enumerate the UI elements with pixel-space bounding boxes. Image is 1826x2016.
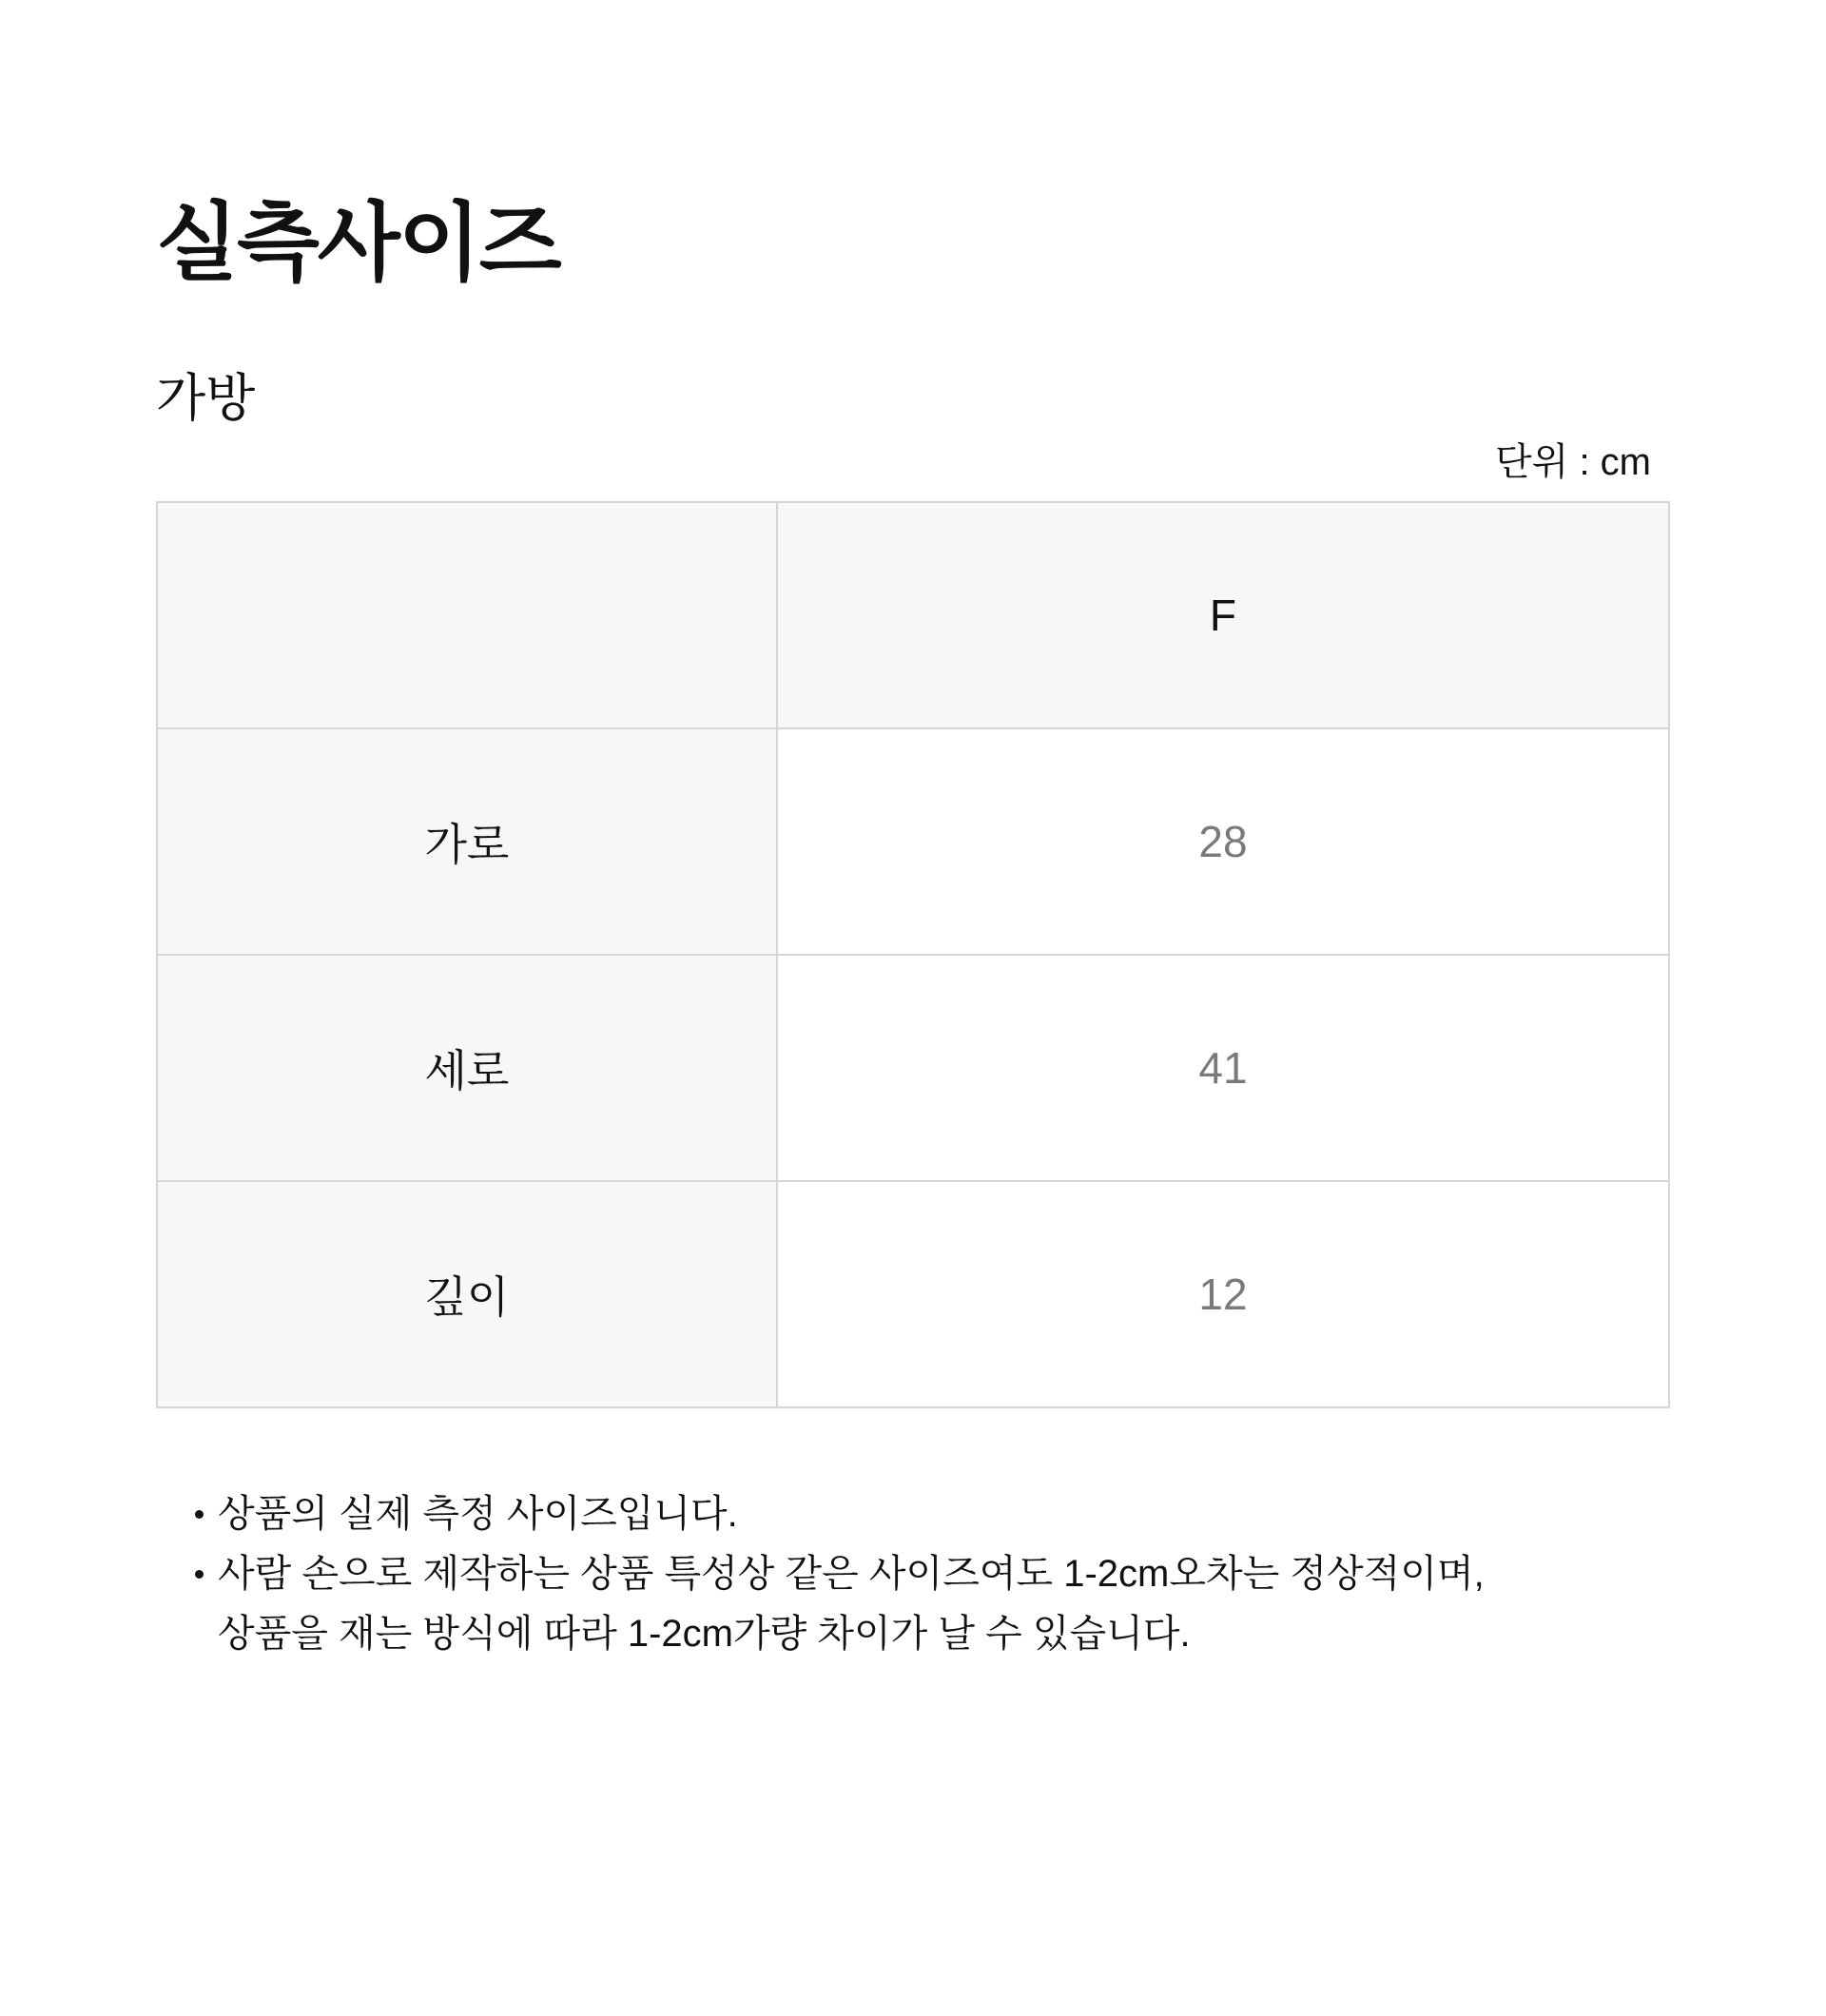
notes-list — [156, 1484, 1670, 1664]
bullet-icon — [195, 1510, 204, 1519]
size-table-row-depth — [157, 1181, 1669, 1407]
page-title: 실측사이즈 — [156, 196, 560, 291]
size-table — [156, 501, 1670, 1408]
unit-label: 단위 : cm — [1495, 440, 1651, 483]
size-table-header-row — [157, 502, 1669, 728]
size-table-row-height — [157, 955, 1669, 1181]
section-title: 가방 — [156, 369, 256, 427]
note-text: 사람 손으로 제작하는 상품 특성상 같은 사이즈여도 1-2cm오차는 정상적이며, — [218, 1552, 1485, 1595]
row-value-width: 28 — [777, 728, 1669, 955]
note-text-continued: 상품을 재는 방식에 따라 1-2cm가량 차이가 날 수 있습니다. — [218, 1612, 1191, 1655]
row-value-depth: 12 — [777, 1181, 1669, 1407]
content-container — [156, 190, 1670, 1664]
row-value-height: 41 — [777, 955, 1669, 1181]
note-text: 상품의 실제 측정 사이즈입니다. — [218, 1492, 738, 1535]
bullet-icon — [195, 1570, 204, 1579]
size-info-page — [0, 190, 1826, 2016]
note-item-2 — [195, 1544, 1670, 1664]
row-label-depth: 깊이 — [157, 1181, 777, 1407]
corner-cell — [157, 502, 777, 728]
row-label-width: 가로 — [157, 728, 777, 955]
size-column-header: F — [777, 502, 1669, 728]
row-label-height: 세로 — [157, 955, 777, 1181]
note-item-1 — [195, 1484, 1670, 1544]
size-table-row-width — [157, 728, 1669, 955]
